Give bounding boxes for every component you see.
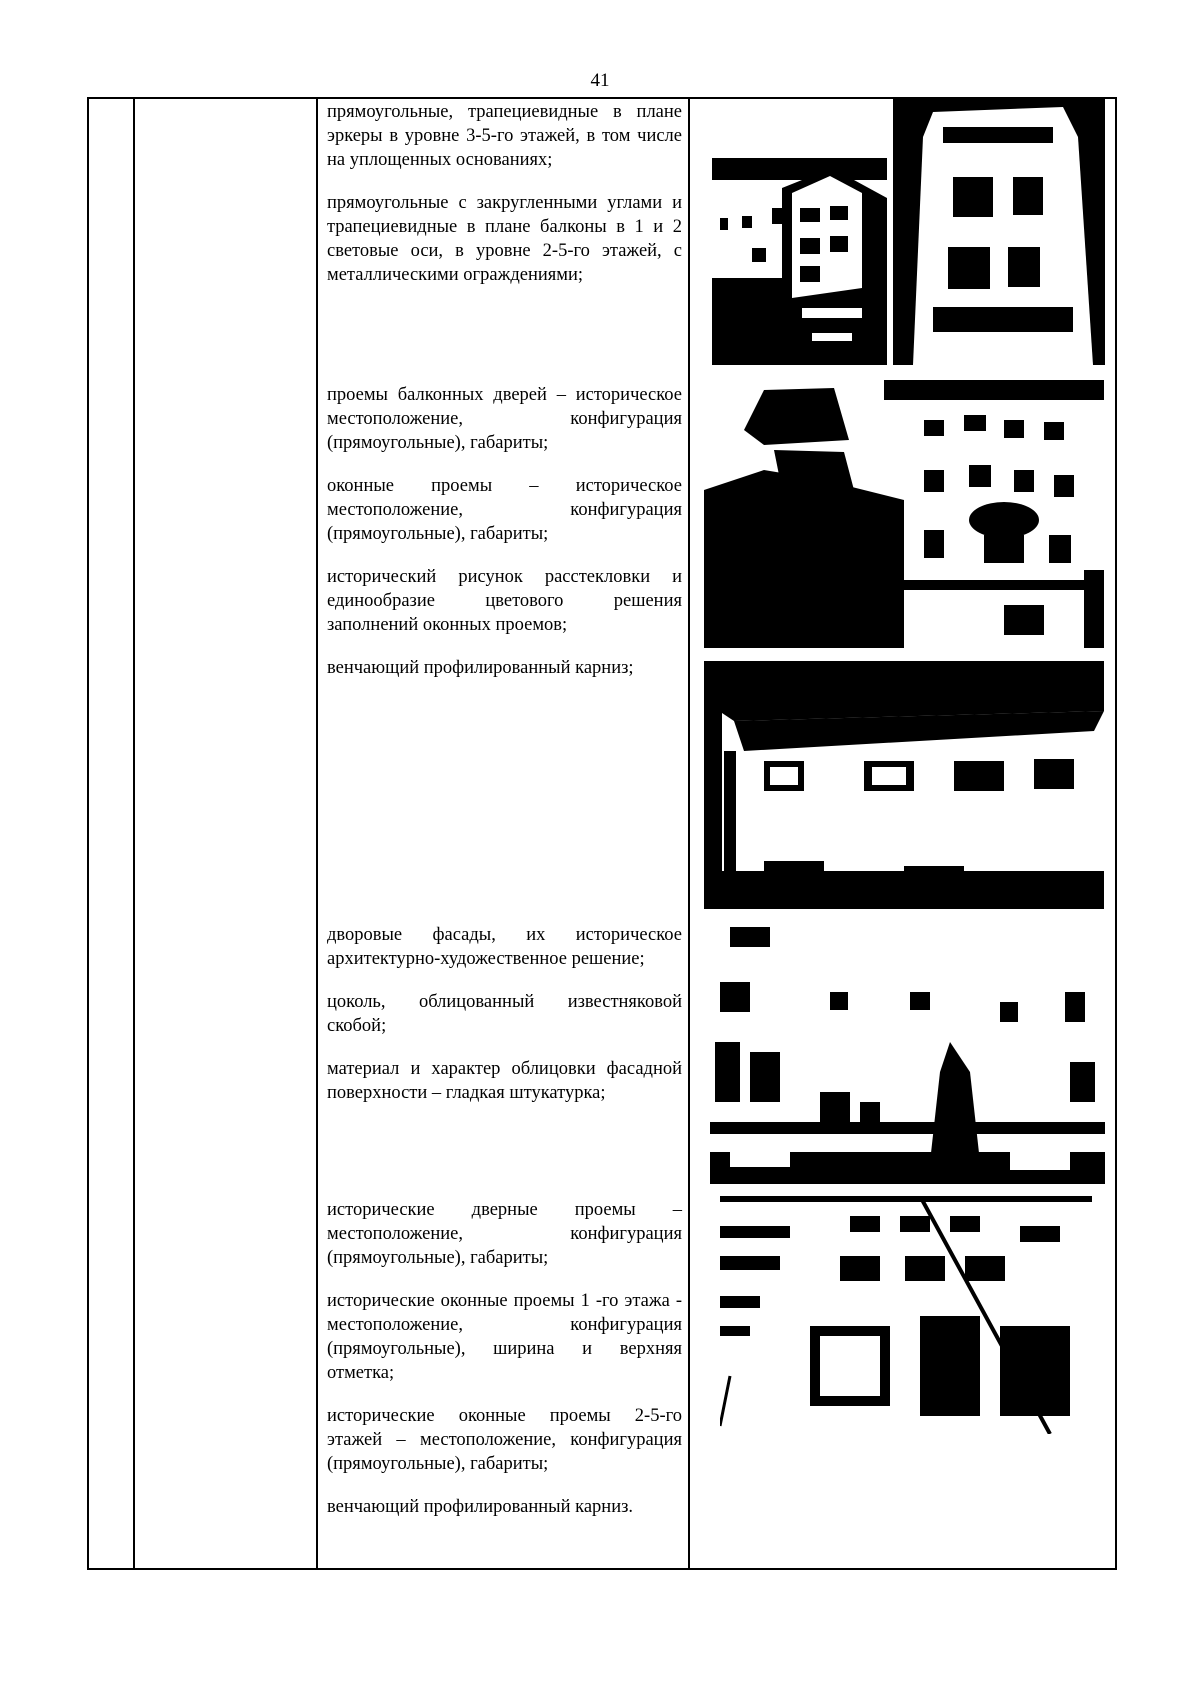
list-item: материал и характер облицовки фасадной поверхности – гладкая штукатурка; xyxy=(327,1059,682,1103)
text-block-courtyard-openings xyxy=(327,1198,682,1538)
column-divider xyxy=(133,99,135,1568)
list-item: исторические дверные проемы – местоположение, конфигурация (прямоугольные), габариты; xyxy=(327,1200,682,1268)
cornice-photo-icon xyxy=(704,661,1104,909)
list-item: исторический рисунок расстекловки и единообразие цветового решения заполнений оконных проемов; xyxy=(327,567,682,635)
list-item: оконные проемы – историческое местоположение, конфигурация (прямоугольные), габариты; xyxy=(327,476,682,544)
bay-window-facade-photo-icon xyxy=(712,158,887,365)
courtyard-facades-photo-icon xyxy=(710,922,1105,1184)
list-item: дворовые фасады, их историческое архитектурно-художественное решение; xyxy=(327,925,682,969)
page-number: 41 xyxy=(590,70,610,91)
column-divider xyxy=(688,99,690,1568)
list-item: исторические оконные проемы 1 -го этажа - местоположение, конфигурация (прямоугольные), ширина и верхняя отметка; xyxy=(327,1291,682,1383)
balcony-doors-photo-icon xyxy=(704,380,1104,648)
list-item: прямоугольные с закругленными углами и трапециевидные в плане балконы в 1 и 2 световые оси, в уровне 2-5-го этажей, с металлическими ограждениями; xyxy=(327,193,682,285)
courtyard-windows-photo-icon xyxy=(720,1196,1092,1434)
list-item: исторические оконные проемы 2-5-го этажей – местоположение, конфигурация (прямоугольные), габариты; xyxy=(327,1406,682,1474)
text-block-bay-windows xyxy=(327,100,682,306)
column-divider xyxy=(316,99,318,1568)
list-item: цоколь, облицованный известняковой скобой; xyxy=(327,992,682,1036)
text-block-courtyard xyxy=(327,923,682,1124)
list-item: венчающий профилированный карниз; xyxy=(327,658,634,678)
list-item: прямоугольные, трапециевидные в плане эркеры в уровне 3-5-го этажей, в том числе на уплощенных основаниях; xyxy=(327,102,682,170)
text-block-openings xyxy=(327,383,682,699)
list-item: венчающий профилированный карниз. xyxy=(327,1497,634,1517)
bay-window-closeup-photo-icon xyxy=(893,97,1105,365)
list-item: проемы балконных дверей – историческое местоположение, конфигурация (прямоугольные), габариты; xyxy=(327,385,682,453)
